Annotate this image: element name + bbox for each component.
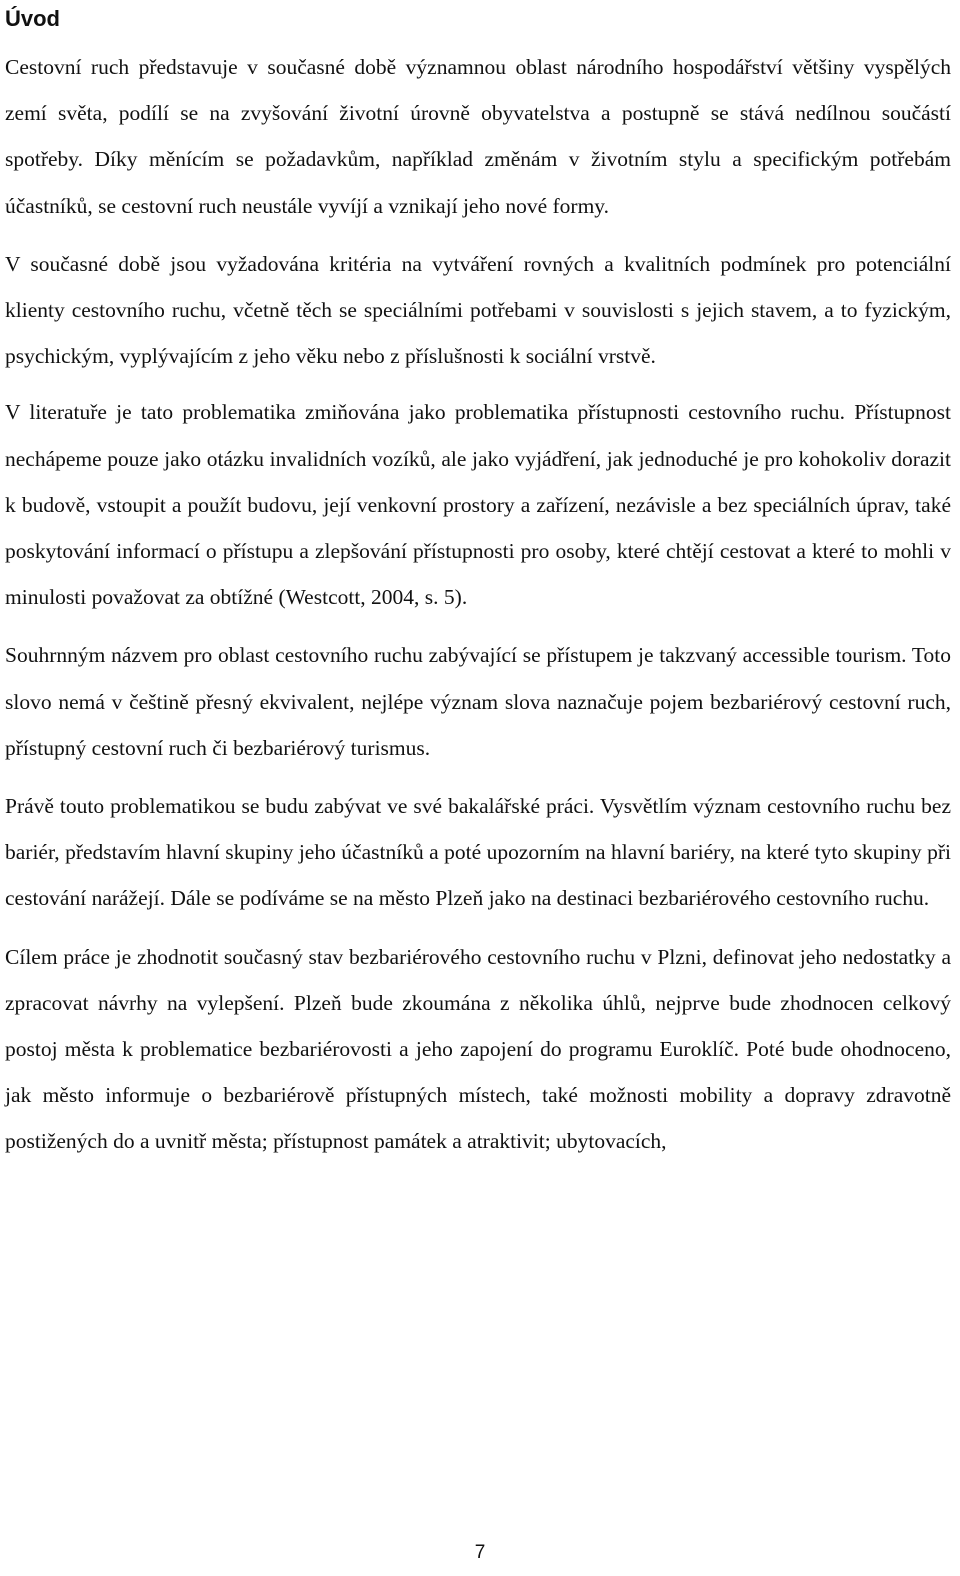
paragraph-accessibility: V literatuře je tato problematika zmiňována jako problematika přístupnosti cestovního ruchu. Přístupnost nechápeme pouze jako otázku invalidních vozíků, ale jako vyjádření, jak jednoduché je pro kohokoliv dorazit k budově, vstoupit a použít budovu, její venkovní prostory a zařízení, nezávisle a bez speciálních úprav, také poskytování informací o přístupu a zlepšování přístupnosti pro osoby, které chtějí cestovat a které to mohli v minulosti považovat za obtížné (Westcott, 2004, s. 5).	[5, 400, 951, 610]
page-number: 7	[474, 1542, 486, 1563]
paragraph-thesis-scope: Právě touto problematikou se budu zabývat ve své bakalářské práci. Vysvětlím význam cestovního ruchu bez bariér, představím hlavní skupiny jeho účastníků a poté upozorním na hlavní bariéry, na které tyto skupiny při cestování narážejí. Dále se podíváme se na město Plzeň jako na destinaci bezbariérového cestovního ruchu.	[5, 794, 951, 911]
document-page	[5, 0, 951, 1165]
paragraph-criteria: V současné době jsou vyžadována kritéria na vytváření rovných a kvalitních podmínek pro potenciální klienty cestovního ruchu, včetně těch se speciálními potřebami v souvislosti s jejich stavem, a to fyzickým, psychickým, vyplývajícím z jeho věku nebo z příslušnosti k sociální vrstvě.	[5, 251, 951, 369]
paragraph-accessible-tourism: Souhrnným názvem pro oblast cestovního ruchu zabývající se přístupem je takzvaný accessible tourism. Toto slovo nemá v češtině přesný ekvivalent, nejlépe význam slova naznačuje pojem bezbariérový cestovní ruch, přístupný cestovní ruch či bezbariérový turismus.	[5, 643, 951, 760]
paragraph-thesis-goal: Cílem práce je zhodnotit současný stav bezbariérového cestovního ruchu v Plzni, definovat jeho nedostatky a zpracovat návrhy na vylepšení. Plzeň bude zkoumána z několika úhlů, nejprve bude zhodnocen celkový postoj města k problematice bezbariérovosti a jeho zapojení do programu Euroklíč. Poté bude ohodnoceno, jak město informuje o bezbariérově přístupných místech, také možnosti mobility a dopravy zdravotně postižených do a uvnitř města; přístupnost památek a atraktivit; ubytovacích,	[5, 944, 951, 1154]
paragraph-intro: Cestovní ruch představuje v současné době významnou oblast národního hospodářství většiny vyspělých zemí světa, podílí se na zvyšování životní úrovně obyvatelstva a postupně se stává nedílnou součástí spotřeby. Díky měnícím se požadavkům, například změnám v životním stylu a specifickým potřebám účastníků, se cestovní ruch neustále vyvíjí a vznikají jeho nové formy.	[5, 55, 951, 218]
section-heading: Úvod	[5, 6, 60, 31]
